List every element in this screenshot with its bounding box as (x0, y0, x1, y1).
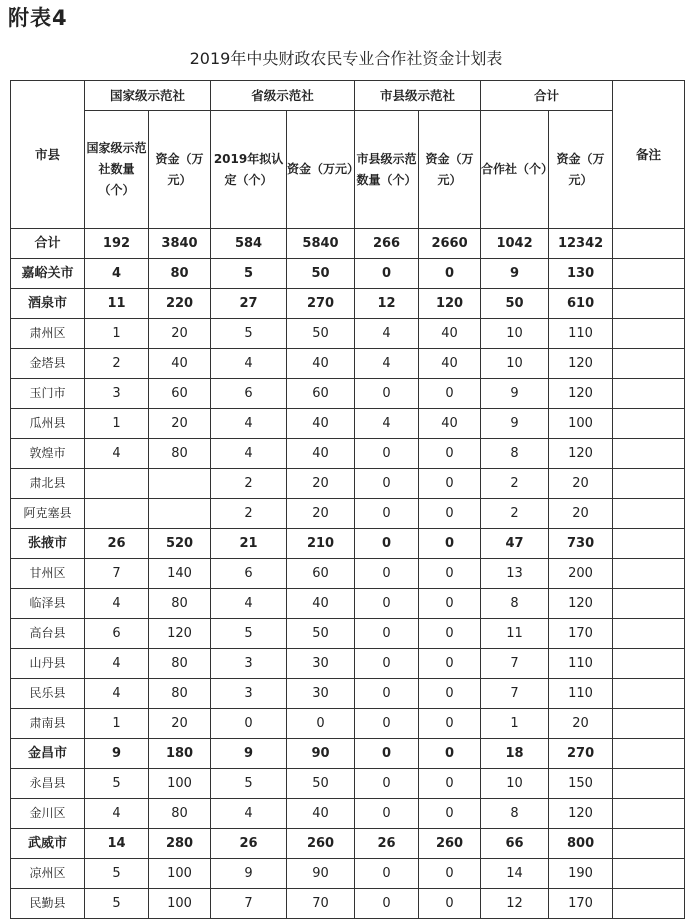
value-cell: 170 (549, 619, 613, 649)
value-cell: 120 (549, 379, 613, 409)
value-cell: 20 (549, 469, 613, 499)
value-cell: 11 (481, 619, 549, 649)
value-cell: 8 (481, 439, 549, 469)
region-name-cell: 高台县 (11, 619, 85, 649)
value-cell: 150 (549, 769, 613, 799)
value-cell (149, 499, 211, 529)
region-name-cell: 武威市 (11, 829, 85, 859)
value-cell: 192 (85, 229, 149, 259)
region-name-cell: 金昌市 (11, 739, 85, 769)
value-cell: 90 (287, 739, 355, 769)
value-cell: 200 (549, 559, 613, 589)
value-cell: 4 (211, 589, 287, 619)
value-cell: 6 (211, 559, 287, 589)
value-cell: 20 (149, 709, 211, 739)
value-cell: 280 (149, 829, 211, 859)
table-row (11, 709, 685, 739)
remark-cell (613, 649, 685, 679)
table-row (11, 769, 685, 799)
value-cell: 40 (287, 439, 355, 469)
remark-cell (613, 859, 685, 889)
value-cell: 5 (211, 769, 287, 799)
value-cell: 0 (419, 439, 481, 469)
value-cell: 0 (355, 679, 419, 709)
value-cell: 0 (355, 889, 419, 919)
value-cell: 7 (481, 649, 549, 679)
value-cell: 270 (549, 739, 613, 769)
value-cell: 80 (149, 679, 211, 709)
header-national-count: 国家级示范社数量（个） (85, 111, 149, 229)
remark-cell (613, 289, 685, 319)
header-total-funds: 资金（万元） (549, 111, 613, 229)
table-row (11, 649, 685, 679)
table-row (11, 679, 685, 709)
table-row (11, 289, 685, 319)
value-cell: 2660 (419, 229, 481, 259)
remark-cell (613, 529, 685, 559)
value-cell: 9 (481, 379, 549, 409)
value-cell: 120 (149, 619, 211, 649)
value-cell: 4 (85, 439, 149, 469)
value-cell: 130 (549, 259, 613, 289)
value-cell: 110 (549, 679, 613, 709)
header-total-count: 合作社（个） (481, 111, 549, 229)
value-cell: 0 (419, 709, 481, 739)
value-cell: 0 (419, 559, 481, 589)
value-cell: 7 (211, 889, 287, 919)
value-cell (85, 499, 149, 529)
value-cell: 20 (287, 469, 355, 499)
value-cell: 10 (481, 319, 549, 349)
value-cell: 30 (287, 649, 355, 679)
value-cell: 10 (481, 769, 549, 799)
value-cell: 18 (481, 739, 549, 769)
value-cell: 100 (149, 889, 211, 919)
value-cell: 4 (211, 439, 287, 469)
value-cell: 50 (287, 769, 355, 799)
value-cell: 0 (287, 709, 355, 739)
region-name-cell: 金川区 (11, 799, 85, 829)
value-cell: 1042 (481, 229, 549, 259)
remark-cell (613, 379, 685, 409)
value-cell: 0 (419, 529, 481, 559)
value-cell: 80 (149, 649, 211, 679)
value-cell: 5 (211, 259, 287, 289)
value-cell: 100 (549, 409, 613, 439)
value-cell: 1 (481, 709, 549, 739)
value-cell: 4 (85, 679, 149, 709)
value-cell: 4 (85, 589, 149, 619)
value-cell: 12 (355, 289, 419, 319)
value-cell: 5 (85, 859, 149, 889)
value-cell: 26 (211, 829, 287, 859)
value-cell: 0 (355, 259, 419, 289)
remark-cell (613, 229, 685, 259)
region-name-cell: 瓜州县 (11, 409, 85, 439)
value-cell: 6 (211, 379, 287, 409)
value-cell: 120 (419, 289, 481, 319)
value-cell: 9 (481, 259, 549, 289)
header-provincial: 省级示范社 (211, 81, 355, 111)
value-cell: 0 (419, 769, 481, 799)
header-total: 合计 (481, 81, 613, 111)
value-cell: 2 (211, 469, 287, 499)
value-cell: 140 (149, 559, 211, 589)
value-cell: 0 (355, 589, 419, 619)
remark-cell (613, 829, 685, 859)
value-cell: 210 (287, 529, 355, 559)
value-cell: 50 (287, 259, 355, 289)
region-name-cell: 民乐县 (11, 679, 85, 709)
table-row (11, 619, 685, 649)
value-cell: 190 (549, 859, 613, 889)
remark-cell (613, 619, 685, 649)
value-cell: 0 (419, 499, 481, 529)
value-cell: 20 (549, 709, 613, 739)
value-cell: 0 (211, 709, 287, 739)
value-cell: 0 (419, 259, 481, 289)
value-cell: 12 (481, 889, 549, 919)
remark-cell (613, 679, 685, 709)
value-cell: 8 (481, 589, 549, 619)
value-cell: 40 (419, 409, 481, 439)
value-cell: 80 (149, 799, 211, 829)
value-cell: 1 (85, 319, 149, 349)
value-cell: 0 (419, 379, 481, 409)
value-cell: 9 (211, 739, 287, 769)
value-cell: 4 (85, 649, 149, 679)
value-cell: 80 (149, 259, 211, 289)
document-title: 2019年中央财政农民专业合作社资金计划表 (189, 49, 503, 68)
table-row (11, 439, 685, 469)
value-cell: 21 (211, 529, 287, 559)
value-cell: 120 (549, 349, 613, 379)
value-cell: 4 (85, 259, 149, 289)
region-name-cell: 嘉峪关市 (11, 259, 85, 289)
value-cell: 266 (355, 229, 419, 259)
value-cell: 0 (355, 709, 419, 739)
value-cell: 60 (287, 559, 355, 589)
value-cell: 0 (419, 889, 481, 919)
region-name-cell: 酒泉市 (11, 289, 85, 319)
value-cell: 170 (549, 889, 613, 919)
region-name-cell: 金塔县 (11, 349, 85, 379)
region-name-cell: 阿克塞县 (11, 499, 85, 529)
value-cell: 7 (481, 679, 549, 709)
value-cell: 26 (355, 829, 419, 859)
value-cell: 7 (85, 559, 149, 589)
value-cell (149, 469, 211, 499)
value-cell: 584 (211, 229, 287, 259)
table-row (11, 529, 685, 559)
value-cell: 12342 (549, 229, 613, 259)
region-name-cell: 山丹县 (11, 649, 85, 679)
value-cell: 40 (149, 349, 211, 379)
value-cell: 40 (419, 319, 481, 349)
remark-cell (613, 559, 685, 589)
value-cell: 70 (287, 889, 355, 919)
value-cell: 4 (355, 319, 419, 349)
remark-cell (613, 499, 685, 529)
value-cell: 3 (85, 379, 149, 409)
remark-cell (613, 259, 685, 289)
table-row (11, 739, 685, 769)
value-cell: 30 (287, 679, 355, 709)
region-name-cell: 甘州区 (11, 559, 85, 589)
value-cell: 8 (481, 799, 549, 829)
table-row (11, 259, 685, 289)
value-cell: 13 (481, 559, 549, 589)
header-provincial-funds: 资金（万元） (287, 111, 355, 229)
region-name-cell: 玉门市 (11, 379, 85, 409)
value-cell: 2 (211, 499, 287, 529)
value-cell: 10 (481, 349, 549, 379)
table-row (11, 409, 685, 439)
remark-cell (613, 439, 685, 469)
region-name-cell: 敦煌市 (11, 439, 85, 469)
value-cell: 0 (355, 559, 419, 589)
header-county: 市县 (11, 81, 85, 229)
value-cell: 6 (85, 619, 149, 649)
table-body (11, 229, 685, 919)
value-cell: 260 (419, 829, 481, 859)
value-cell: 5840 (287, 229, 355, 259)
value-cell: 0 (419, 679, 481, 709)
remark-cell (613, 349, 685, 379)
remark-cell (613, 319, 685, 349)
value-cell: 120 (549, 799, 613, 829)
value-cell: 90 (287, 859, 355, 889)
value-cell: 80 (149, 589, 211, 619)
value-cell: 0 (355, 739, 419, 769)
value-cell: 2 (85, 349, 149, 379)
value-cell: 0 (419, 649, 481, 679)
value-cell: 520 (149, 529, 211, 559)
value-cell: 0 (355, 649, 419, 679)
value-cell: 0 (355, 529, 419, 559)
value-cell: 4 (355, 409, 419, 439)
value-cell: 110 (549, 319, 613, 349)
region-name-cell: 民勤县 (11, 889, 85, 919)
table-row (11, 589, 685, 619)
value-cell: 610 (549, 289, 613, 319)
header-city-county-funds: 资金（万元） (419, 111, 481, 229)
value-cell: 9 (211, 859, 287, 889)
value-cell: 40 (287, 349, 355, 379)
value-cell: 66 (481, 829, 549, 859)
value-cell: 4 (211, 409, 287, 439)
table-row (11, 799, 685, 829)
value-cell: 80 (149, 439, 211, 469)
header-provincial-count: 2019年拟认定（个） (211, 111, 287, 229)
value-cell: 1 (85, 709, 149, 739)
value-cell: 40 (287, 799, 355, 829)
value-cell: 0 (419, 799, 481, 829)
value-cell: 26 (85, 529, 149, 559)
value-cell: 20 (149, 319, 211, 349)
value-cell: 120 (549, 439, 613, 469)
value-cell: 260 (287, 829, 355, 859)
region-name-cell: 肃北县 (11, 469, 85, 499)
value-cell: 9 (85, 739, 149, 769)
region-name-cell: 肃南县 (11, 709, 85, 739)
value-cell: 100 (149, 769, 211, 799)
value-cell: 40 (287, 409, 355, 439)
value-cell: 50 (287, 319, 355, 349)
header-national-funds: 资金（万元） (149, 111, 211, 229)
remark-cell (613, 589, 685, 619)
remark-cell (613, 769, 685, 799)
value-cell: 40 (419, 349, 481, 379)
value-cell: 4 (211, 349, 287, 379)
value-cell: 0 (419, 739, 481, 769)
value-cell: 0 (419, 469, 481, 499)
table-row (11, 829, 685, 859)
region-name-cell: 凉州区 (11, 859, 85, 889)
value-cell: 4 (211, 799, 287, 829)
value-cell: 0 (355, 499, 419, 529)
value-cell: 0 (355, 439, 419, 469)
table-row (11, 559, 685, 589)
value-cell: 50 (481, 289, 549, 319)
value-cell (85, 469, 149, 499)
value-cell: 40 (287, 589, 355, 619)
value-cell: 27 (211, 289, 287, 319)
value-cell: 0 (355, 799, 419, 829)
table-row (11, 319, 685, 349)
region-name-cell: 肃州区 (11, 319, 85, 349)
remark-cell (613, 409, 685, 439)
value-cell: 5 (85, 769, 149, 799)
value-cell: 20 (149, 409, 211, 439)
value-cell: 730 (549, 529, 613, 559)
value-cell: 4 (85, 799, 149, 829)
region-name-cell: 张掖市 (11, 529, 85, 559)
region-name-cell: 临泽县 (11, 589, 85, 619)
table-row (11, 229, 685, 259)
value-cell: 110 (549, 649, 613, 679)
remark-cell (613, 709, 685, 739)
value-cell: 0 (355, 379, 419, 409)
value-cell: 11 (85, 289, 149, 319)
remark-cell (613, 739, 685, 769)
value-cell: 0 (419, 619, 481, 649)
value-cell: 3840 (149, 229, 211, 259)
value-cell: 270 (287, 289, 355, 319)
value-cell: 0 (419, 859, 481, 889)
header-national: 国家级示范社 (85, 81, 211, 111)
value-cell: 14 (481, 859, 549, 889)
remark-cell (613, 469, 685, 499)
value-cell: 20 (549, 499, 613, 529)
funding-plan-table (10, 80, 685, 919)
header-city-county: 市县级示范社 (355, 81, 481, 111)
table-row (11, 379, 685, 409)
remark-cell (613, 799, 685, 829)
remark-cell (613, 889, 685, 919)
table-row (11, 499, 685, 529)
value-cell: 220 (149, 289, 211, 319)
header-city-county-count: 市县级示范数量（个） (355, 111, 419, 229)
table-row (11, 469, 685, 499)
value-cell: 50 (287, 619, 355, 649)
table-row (11, 859, 685, 889)
value-cell: 9 (481, 409, 549, 439)
region-name-cell: 合计 (11, 229, 85, 259)
region-name-cell: 永昌县 (11, 769, 85, 799)
value-cell: 0 (419, 589, 481, 619)
value-cell: 60 (287, 379, 355, 409)
value-cell: 120 (549, 589, 613, 619)
value-cell: 60 (149, 379, 211, 409)
value-cell: 2 (481, 499, 549, 529)
value-cell: 0 (355, 469, 419, 499)
value-cell: 4 (355, 349, 419, 379)
value-cell: 47 (481, 529, 549, 559)
value-cell: 0 (355, 859, 419, 889)
table-row (11, 349, 685, 379)
value-cell: 100 (149, 859, 211, 889)
header-remark: 备注 (613, 81, 685, 229)
value-cell: 14 (85, 829, 149, 859)
value-cell: 0 (355, 619, 419, 649)
value-cell: 3 (211, 649, 287, 679)
value-cell: 5 (85, 889, 149, 919)
value-cell: 1 (85, 409, 149, 439)
table-row (11, 889, 685, 919)
value-cell: 0 (355, 769, 419, 799)
value-cell: 3 (211, 679, 287, 709)
value-cell: 5 (211, 619, 287, 649)
annex-label: 附表4 (8, 6, 68, 30)
value-cell: 5 (211, 319, 287, 349)
value-cell: 800 (549, 829, 613, 859)
value-cell: 180 (149, 739, 211, 769)
value-cell: 2 (481, 469, 549, 499)
value-cell: 20 (287, 499, 355, 529)
